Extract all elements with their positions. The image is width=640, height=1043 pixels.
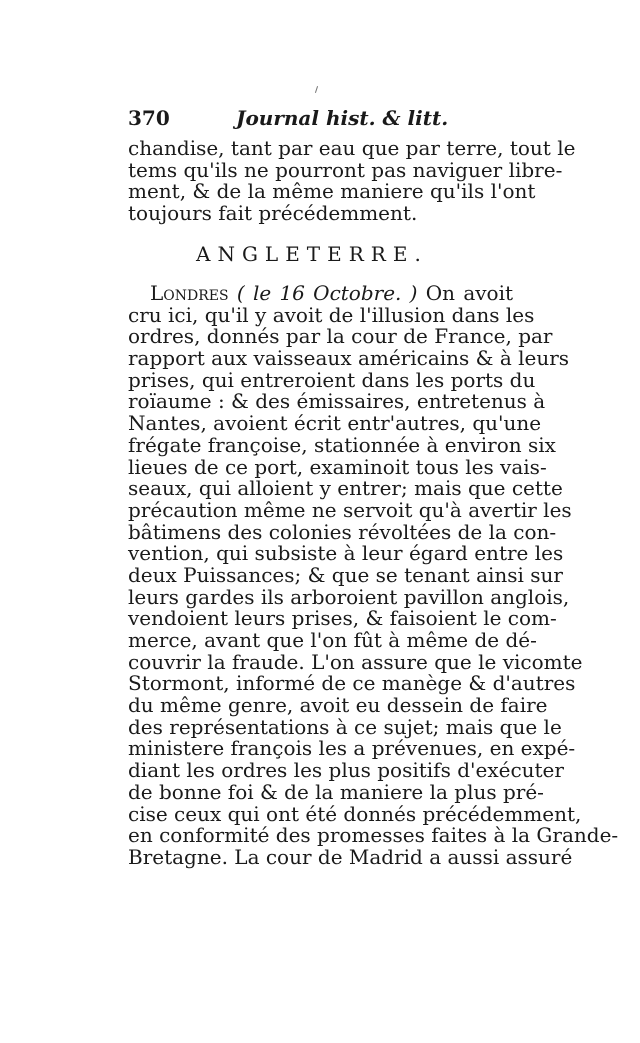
text-line: couvrir la fraude. L'on assure que le vicomte <box>128 649 583 674</box>
text-line: seaux, qui alloient y entrer; mais que cette <box>128 476 563 501</box>
text-line: Stormont, informé de ce manège & d'autres <box>128 671 576 696</box>
dateline-text: On avoit <box>425 281 514 305</box>
text-line: bâtimens des colonies révoltées de la con- <box>128 519 557 544</box>
text-line: vendoient leurs prises, & faisoient le com- <box>128 606 557 631</box>
text-line: leurs gardes ils arboroient pavillon anglois, <box>128 584 570 609</box>
text-line: tems qu'ils ne pourront pas naviguer libre- <box>128 157 563 182</box>
text-line: diant les ordres les plus positifs d'exécuter <box>128 758 564 783</box>
dateline-place: Londres <box>150 281 229 305</box>
page-number: 370 <box>128 106 170 130</box>
text-line: deux Puissances; & que se tenant ainsi sur <box>128 562 563 587</box>
text-line: du même genre, avoit eu dessein de faire <box>128 693 548 718</box>
text-line: prises, qui entreroient dans les ports du <box>128 367 536 392</box>
text-line: ordres, donnés par la cour de France, par <box>128 324 553 349</box>
text-line <box>128 283 513 305</box>
text-line: en conformité des promesses faites à la Grande- <box>128 823 619 848</box>
text-line: de bonne foi & de la maniere la plus pré- <box>128 779 544 804</box>
text-line: cru ici, qu'il y avoit de l'illusion dans les <box>128 302 535 327</box>
page-header <box>128 106 512 136</box>
text-line: des représentations à ce sujet; mais que le <box>128 714 562 739</box>
text-line: cise ceux qui ont été donnés précédemment, <box>128 801 582 826</box>
section-heading: ANGLETERRE. <box>196 242 428 266</box>
text-line: roïaume : & des émissaires, entretenus à <box>128 389 546 414</box>
running-head: Journal hist. & litt. <box>236 106 449 130</box>
text-line: vention, qui subsiste à leur égard entre les <box>128 541 564 566</box>
text-line: précaution même ne servoit qu'à avertir les <box>128 497 572 522</box>
news-paragraph <box>128 281 619 869</box>
text-line: Bretagne. La cour de Madrid a aussi assuré <box>128 844 573 869</box>
dateline-date: ( le 16 Octobre. ) <box>236 281 418 305</box>
text-line: rapport aux vaisseaux américains & à leurs <box>128 346 570 371</box>
text-line: chandise, tant par eau que par terre, tout le <box>128 136 576 160</box>
text-line: frégate françoise, stationnée à environ six <box>128 432 556 457</box>
text-line: merce, avant que l'on fût à même de dé- <box>128 628 537 652</box>
text-line: ment, & de la même maniere qu'ils l'ont <box>128 179 536 204</box>
text-line: toujours fait précédemment. <box>128 201 418 226</box>
text-line: lieues de ce port, examinoit tous les vais- <box>128 454 547 479</box>
continued-paragraph <box>128 136 576 226</box>
ink-mark <box>315 86 318 93</box>
text-line: Nantes, avoient écrit entr'autres, qu'une <box>128 411 542 436</box>
text-line: ministere françois les a prévenues, en expé- <box>128 736 576 761</box>
